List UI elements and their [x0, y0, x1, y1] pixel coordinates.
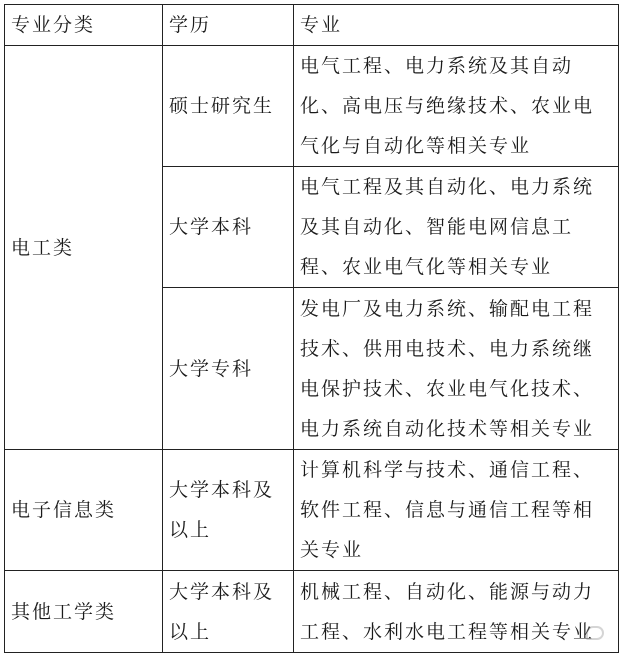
category-cell: 电工类	[5, 46, 163, 450]
header-category: 专业分类	[5, 5, 163, 46]
degree-cell: 大学专科	[163, 288, 294, 450]
header-degree: 学历	[163, 5, 294, 46]
majors-cell: 计算机科学与技术、通信工程、软件工程、信息与通信工程等相关专业	[294, 450, 619, 571]
degree-cell: 大学本科及以上	[163, 571, 294, 653]
header-major: 专业	[294, 5, 619, 46]
majors-cell: 机械工程、自动化、能源与动力工程、水利水电工程等相关专业	[294, 571, 619, 653]
majors-cell: 电气工程及其自动化、电力系统及其自动化、智能电网信息工程、农业电气化等相关专业	[294, 167, 619, 288]
table-row	[5, 571, 619, 653]
category-cell: 电子信息类	[5, 450, 163, 571]
chat-bubble-icon	[586, 626, 604, 640]
majors-table	[4, 4, 619, 653]
degree-cell: 大学本科	[163, 167, 294, 288]
degree-cell: 大学本科及以上	[163, 450, 294, 571]
table-row	[5, 450, 619, 571]
majors-cell: 电气工程、电力系统及其自动化、高电压与绝缘技术、农业电气化与自动化等相关专业	[294, 46, 619, 167]
watermark	[586, 626, 604, 640]
majors-cell: 发电厂及电力系统、输配电工程技术、供用电技术、电力系统继电保护技术、农业电气化技术、电力系统自动化技术等相关专业	[294, 288, 619, 450]
category-cell: 其他工学类	[5, 571, 163, 653]
degree-cell: 硕士研究生	[163, 46, 294, 167]
table-row	[5, 46, 619, 167]
header-row	[5, 5, 619, 46]
